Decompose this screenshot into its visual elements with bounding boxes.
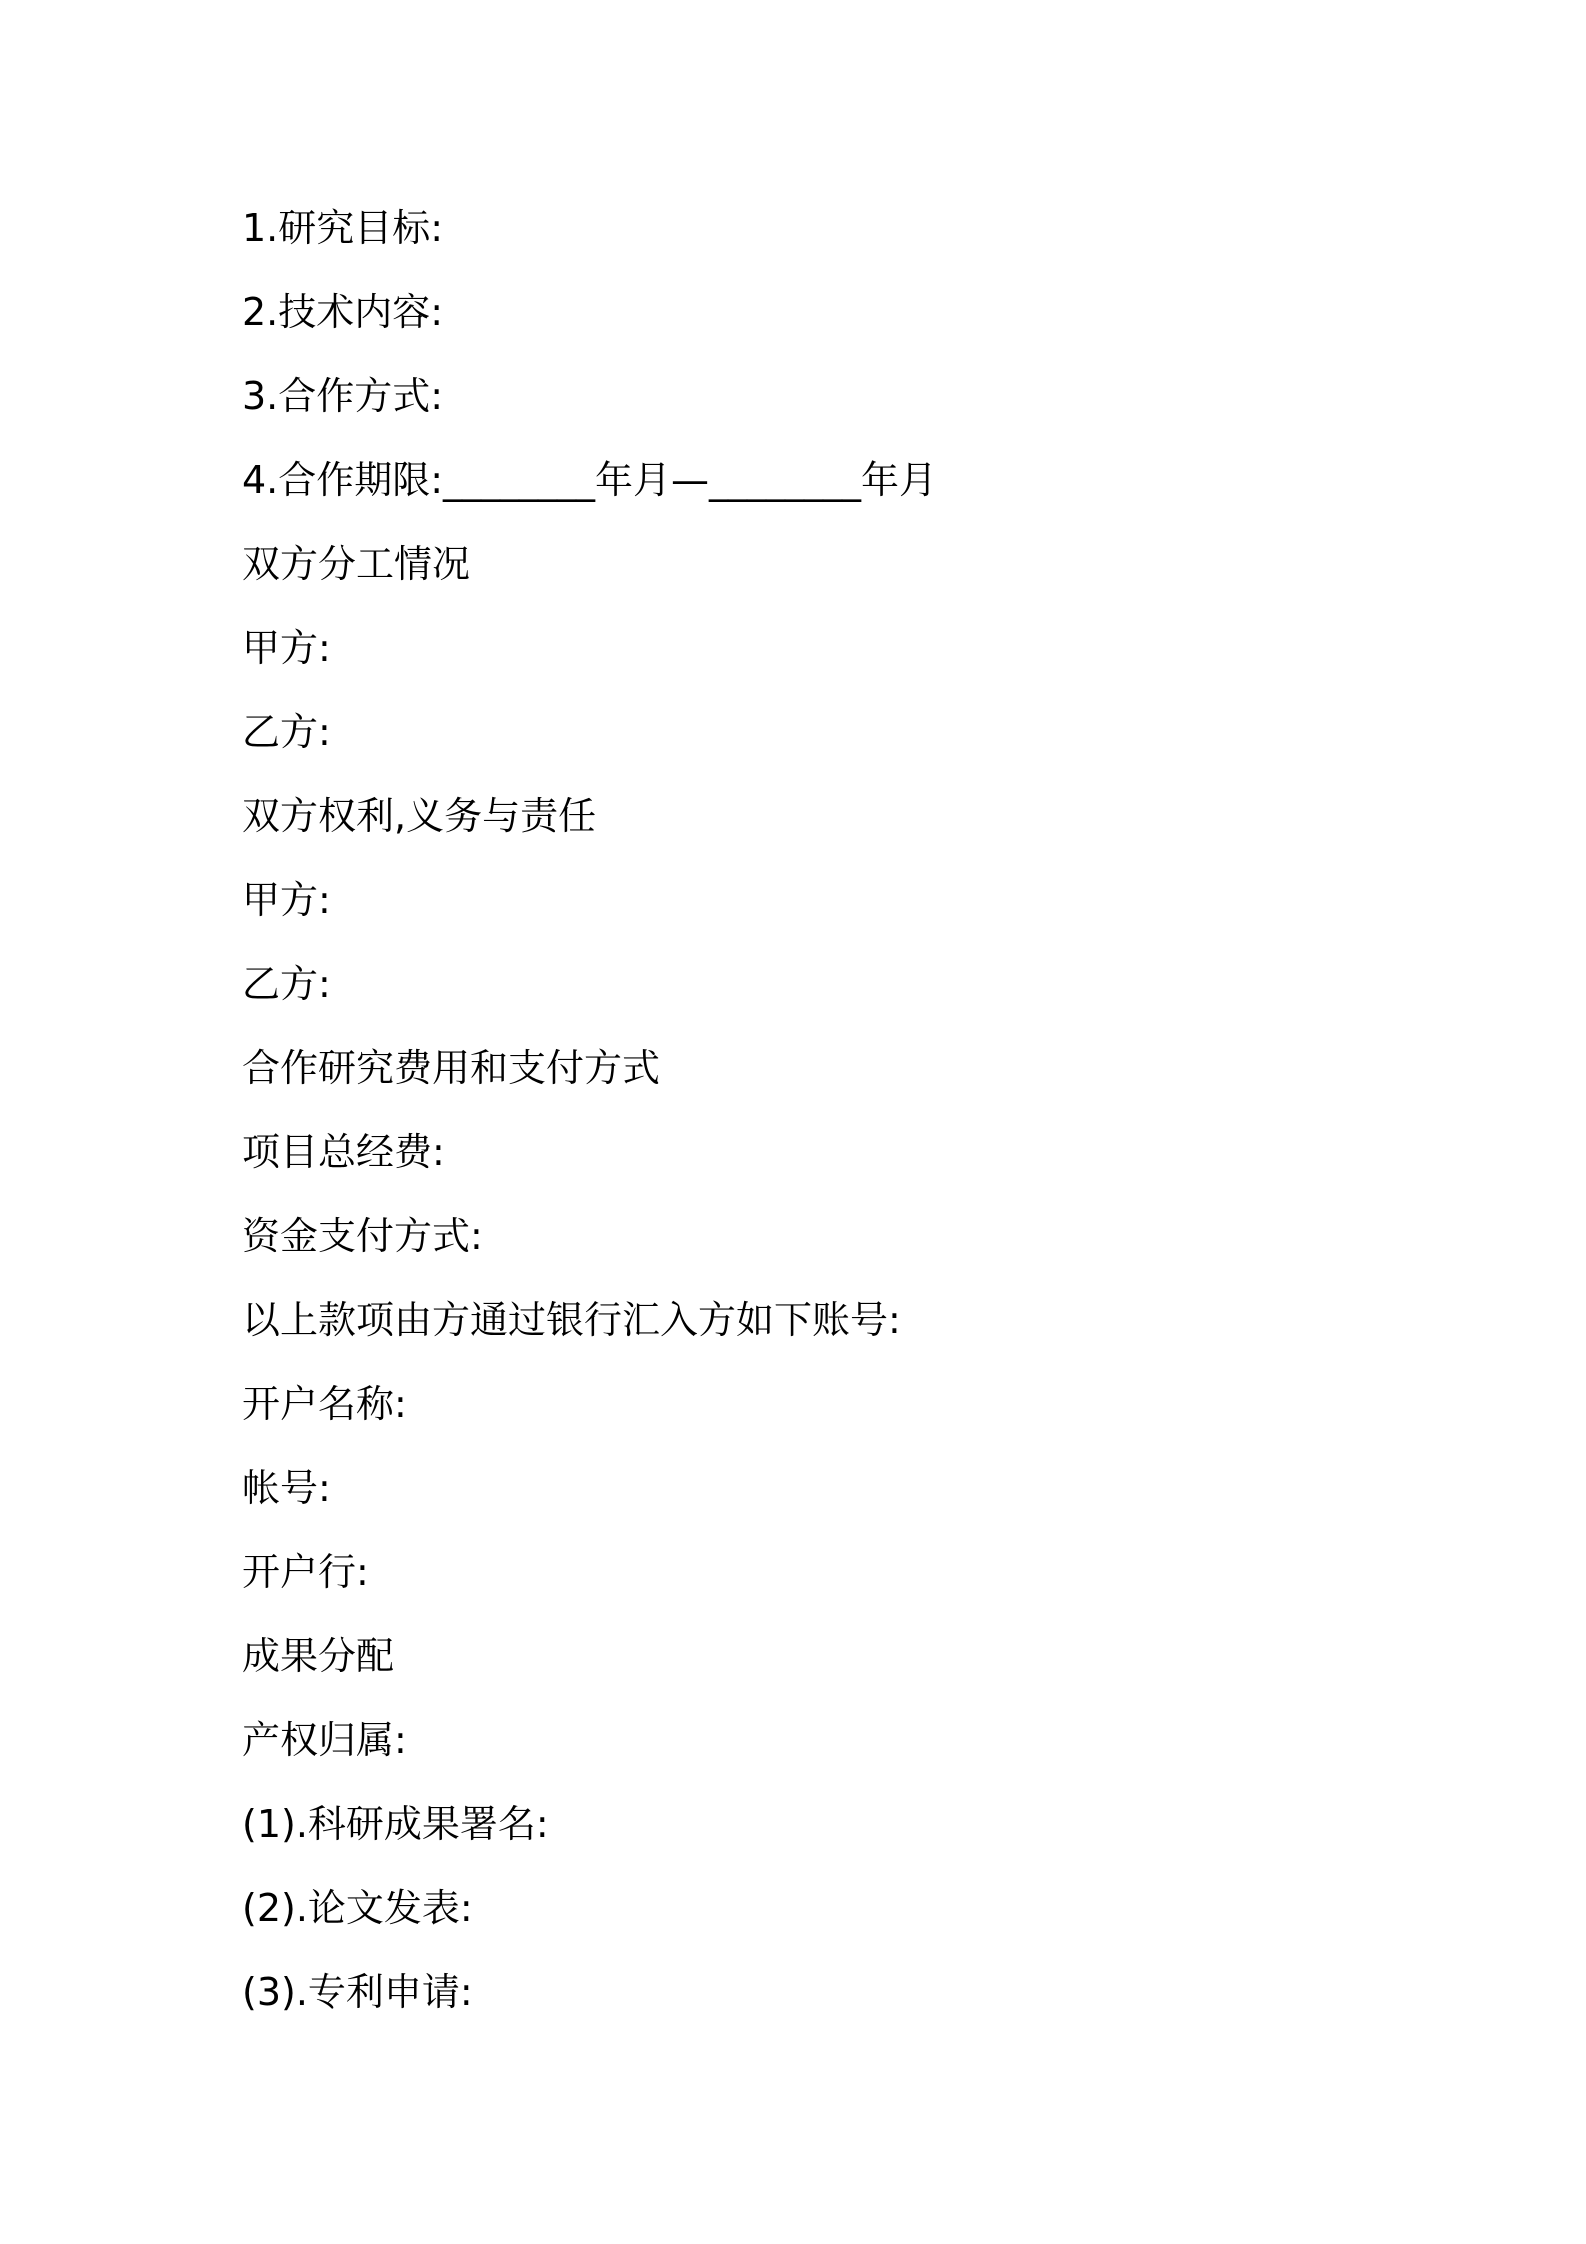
item-cooperation-method: 3.合作方式: xyxy=(242,374,444,418)
party-b-label: 乙方: xyxy=(242,962,331,1006)
item-payment-method: 资金支付方式: xyxy=(242,1214,483,1258)
party-b-label: 乙方: xyxy=(242,710,331,754)
item-account-number: 帐号: xyxy=(242,1466,331,1510)
document-body xyxy=(242,198,937,2046)
section-rights-obligations: 双方权利,义务与责任 xyxy=(242,794,597,838)
item-total-funding: 项目总经费: xyxy=(242,1130,445,1174)
item-research-attribution: (1).科研成果署名: xyxy=(242,1802,549,1846)
item-account-name: 开户名称: xyxy=(242,1382,407,1426)
party-a-label: 甲方: xyxy=(242,626,331,670)
item-property-ownership: 产权归属: xyxy=(242,1718,407,1762)
item-bank-branch: 开户行: xyxy=(242,1550,369,1594)
item-patent-application: (3).专利申请: xyxy=(242,1970,473,2014)
section-division-of-work: 双方分工情况 xyxy=(242,542,471,586)
section-results-allocation: 成果分配 xyxy=(242,1634,395,1678)
item-paper-publication: (2).论文发表: xyxy=(242,1886,473,1930)
item-cooperation-period: 4.合作期限:________年月—________年月 xyxy=(242,458,938,502)
party-a-label: 甲方: xyxy=(242,878,331,922)
item-research-goal: 1.研究目标: xyxy=(242,206,444,250)
item-bank-transfer-note: 以上款项由方通过银行汇入方如下账号: xyxy=(242,1298,901,1342)
section-fees-payment: 合作研究费用和支付方式 xyxy=(242,1046,661,1090)
item-technical-content: 2.技术内容: xyxy=(242,290,444,334)
